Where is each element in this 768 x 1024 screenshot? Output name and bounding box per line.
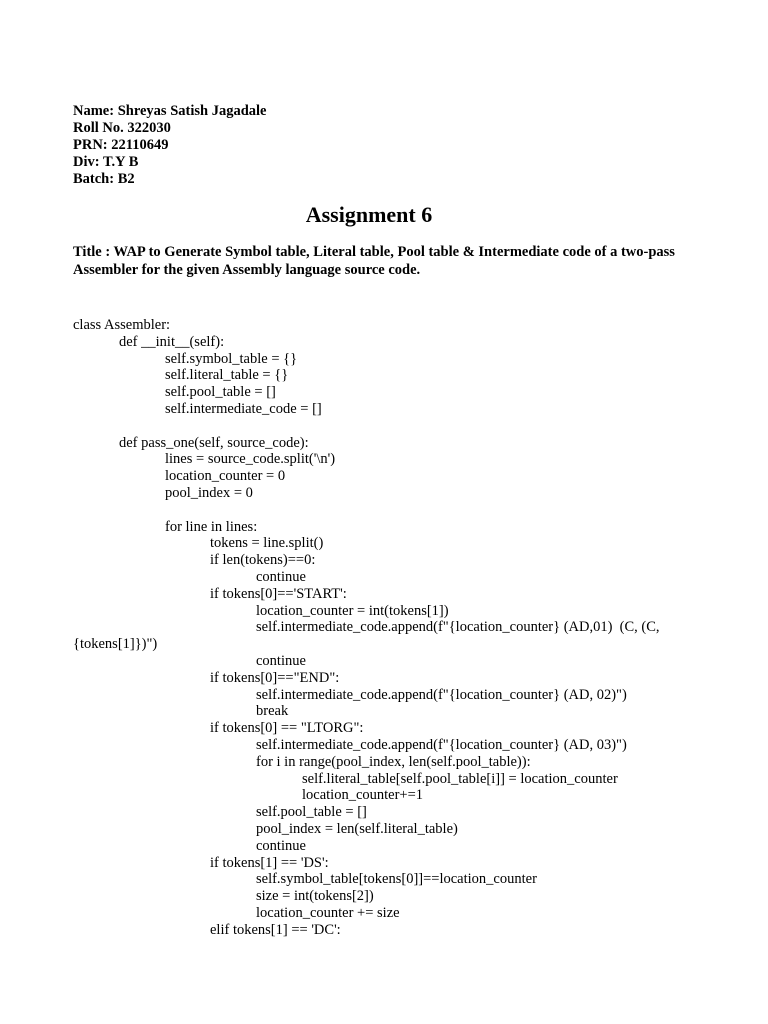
code-line: {tokens[1]})") [73, 636, 158, 653]
code-line: pool_index = len(self.literal_table) [256, 820, 458, 837]
code-line: if tokens[1] == 'DS': [210, 854, 329, 871]
code-line-blank [73, 502, 703, 519]
code-line: for i in range(pool_index, len(self.pool_table)): [256, 753, 531, 770]
division: Div: T.Y B [73, 154, 139, 170]
code-line: lines = source_code.split('\n') [165, 451, 336, 468]
code-line: self.symbol_table[tokens[0]]==location_counter [256, 871, 537, 888]
code-line: self.symbol_table = {} [165, 350, 298, 367]
code-line: self.intermediate_code.append(f"{location_counter} (AD,01) (C, (C, [256, 619, 660, 636]
code-line: self.literal_table = {} [165, 367, 289, 384]
code-line: if tokens[0] == "LTORG": [210, 720, 364, 737]
code-line: class Assembler: [73, 317, 171, 333]
code-line: location_counter += size [256, 904, 400, 921]
code-line: continue [256, 652, 306, 669]
student-info [73, 103, 266, 188]
code-line: self.intermediate_code.append(f"{location_counter} (AD, 03)") [256, 736, 627, 753]
code-line: if tokens[0]=='START': [210, 585, 347, 602]
code-line: continue [256, 837, 306, 854]
batch: Batch: B2 [73, 171, 135, 187]
code-line: location_counter = int(tokens[1]) [256, 602, 449, 619]
roll-number: Roll No. 322030 [73, 120, 171, 136]
code-line: self.literal_table[self.pool_table[i]] = location_counter [302, 770, 618, 787]
code-line: pool_index = 0 [165, 484, 253, 501]
code-line: size = int(tokens[2]) [256, 888, 374, 905]
code-line: if tokens[0]=="END": [210, 669, 340, 686]
assignment-heading: Assignment 6 [305, 202, 433, 227]
code-line: location_counter+=1 [302, 787, 424, 804]
code-line: self.pool_table = [] [256, 804, 367, 821]
code-line: tokens = line.split() [210, 535, 324, 552]
code-line: self.pool_table = [] [165, 384, 276, 401]
code-listing [73, 317, 703, 938]
code-line: for line in lines: [165, 518, 258, 535]
student-name: Name: Shreyas Satish Jagadale [73, 103, 267, 119]
code-line: elif tokens[1] == 'DC': [210, 921, 341, 938]
code-line: location_counter = 0 [165, 468, 286, 485]
code-line: def pass_one(self, source_code): [119, 434, 309, 451]
code-line: def __init__(self): [119, 333, 225, 350]
code-line: self.intermediate_code = [] [165, 400, 322, 417]
prn-number: PRN: 22110649 [73, 137, 169, 153]
assignment-title: Title : WAP to Generate Symbol table, Literal table, Pool table & Intermediate code of a two-pass Assembler for the given Assembly language source code. [73, 244, 675, 278]
code-line-blank [73, 418, 703, 435]
code-line: self.intermediate_code.append(f"{location_counter} (AD, 02)") [256, 686, 627, 703]
code-line: break [256, 703, 289, 720]
code-line: continue [256, 568, 306, 585]
code-line: if len(tokens)==0: [210, 552, 316, 569]
